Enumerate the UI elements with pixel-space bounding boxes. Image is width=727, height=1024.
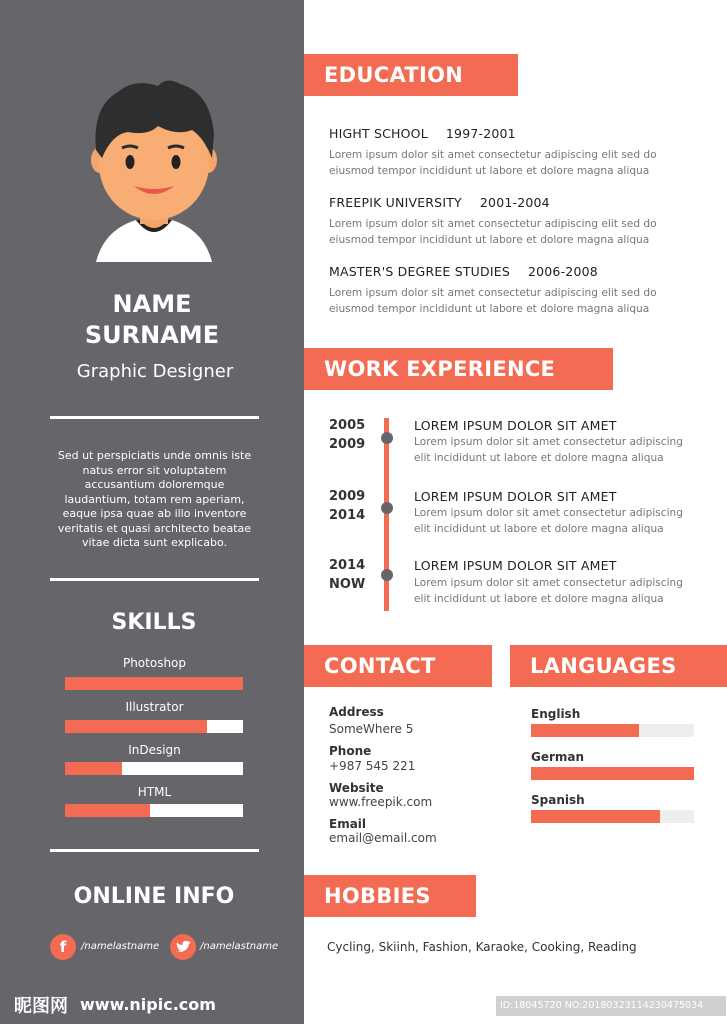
education-years: 1997-2001: [445, 126, 516, 141]
language-name: Spanish: [531, 793, 585, 807]
language-bar: [531, 810, 694, 823]
hobbies-header: HOBBIES: [304, 875, 476, 917]
skill-bar-fill: [65, 804, 150, 817]
work-year-from: 2005: [329, 418, 366, 433]
education-school: MASTER'S DEGREE STUDIES: [329, 264, 510, 279]
name-line-2: SURNAME: [84, 321, 220, 349]
education-desc-line: Lorem ipsum dolor sit amet consectetur adipiscing elit sed do: [329, 149, 657, 161]
divider: [50, 849, 259, 852]
work-experience-header: WORK EXPERIENCE: [304, 348, 613, 390]
avatar: [86, 78, 222, 264]
education-entry-title: [329, 195, 550, 210]
language-name: German: [531, 750, 585, 764]
education-entry-title: [329, 264, 598, 279]
divider: [50, 416, 259, 419]
address-value: SomeWhere 5: [329, 722, 414, 736]
sidebar: [0, 0, 304, 1024]
online-info-title: ONLINE INFO: [73, 884, 235, 909]
email-label: Email: [329, 817, 367, 831]
skill-name: Photoshop: [122, 656, 187, 670]
phone-value: +987 545 221: [329, 759, 416, 773]
watermark-id: ID:18045720 NO:20180323114230475034: [496, 996, 726, 1016]
education-years: 2006-2008: [527, 264, 598, 279]
watermark-logo: 昵图网: [14, 996, 68, 1017]
timeline-dot: [381, 502, 393, 514]
skill-name: HTML: [137, 785, 172, 799]
language-bar-fill: [531, 724, 639, 737]
work-year-to: NOW: [329, 577, 366, 592]
name-line-1: NAME: [112, 290, 192, 318]
skills-title: SKILLS: [111, 610, 197, 635]
website-label: Website: [329, 781, 384, 795]
education-desc-line: eiusmod tempor incididunt ut labore et dolore magna aliqua: [329, 302, 650, 315]
education-header: EDUCATION: [304, 54, 518, 96]
education-desc-line: eiusmod tempor incididunt ut labore et dolore magna aliqua: [329, 164, 650, 177]
language-bar: [531, 767, 694, 780]
skill-name: InDesign: [128, 743, 181, 757]
facebook-icon[interactable]: f: [50, 934, 76, 960]
education-years: 2001-2004: [479, 195, 550, 210]
job-title: LOREM IPSUM DOLOR SIT AMET: [414, 558, 617, 573]
skill-bar: [65, 804, 243, 817]
education-desc: [329, 286, 669, 317]
education-desc-line: Lorem ipsum dolor sit amet consectetur adipiscing elit sed do: [329, 218, 657, 230]
skill-bar: [65, 762, 243, 775]
job-desc: [414, 576, 714, 607]
job-desc-line: Lorem ipsum dolor sit amet consectetur adipiscing: [414, 436, 683, 448]
twitter-icon[interactable]: [170, 934, 196, 960]
work-years: [329, 556, 365, 594]
skill-bar-fill: [65, 720, 207, 733]
job-desc-line: Lorem ipsum dolor sit amet consectetur adipiscing: [414, 507, 683, 519]
about-text: Sed ut perspiciatis unde omnis iste natus error sit voluptatem accusantium doloremque laudantium, totam rem aperiam, eaque ipsa quae ab illo inventore veritatis et quasi architecto beatae vitae dicta sunt explicabo.: [57, 449, 252, 549]
skill-bar: [65, 720, 243, 733]
education-desc-line: eiusmod tempor incididunt ut labore et dolore magna aliqua: [329, 233, 650, 246]
skill-bar-fill: [65, 677, 243, 690]
language-name: English: [531, 707, 581, 721]
work-years: [329, 487, 365, 525]
twitter-handle[interactable]: /namelastname: [200, 941, 279, 952]
divider: [50, 578, 259, 581]
education-desc: [329, 148, 669, 179]
website-link[interactable]: www.freepik.com: [329, 795, 433, 809]
job-desc: [414, 506, 714, 537]
job-title: LOREM IPSUM DOLOR SIT AMET: [414, 489, 617, 504]
work-years: [329, 416, 365, 454]
job-desc-line: elit incididunt ut labore et dolore magna aliqua: [414, 451, 664, 464]
language-bar-fill: [531, 767, 694, 780]
education-school: FREEPIK UNIVERSITY: [329, 195, 462, 210]
hobbies-text: Cycling, Skiinh, Fashion, Karaoke, Cooking, Reading: [327, 940, 637, 954]
education-school: HIGHT SCHOOL: [329, 126, 428, 141]
skill-name: Illustrator: [125, 700, 184, 714]
language-bar-fill: [531, 810, 660, 823]
job-desc-line: elit incididunt ut labore et dolore magna aliqua: [414, 522, 664, 535]
job-desc: [414, 435, 714, 466]
phone-label: Phone: [329, 744, 372, 758]
education-entry-title: [329, 126, 516, 141]
education-desc-line: Lorem ipsum dolor sit amet consectetur adipiscing elit sed do: [329, 287, 657, 299]
skill-bar: [65, 677, 243, 690]
languages-header: LANGUAGES: [510, 645, 727, 687]
work-year-from: 2014: [329, 558, 366, 573]
education-desc: [329, 217, 669, 248]
facebook-handle[interactable]: /namelastname: [81, 941, 160, 952]
email-link[interactable]: email@email.com: [329, 831, 437, 845]
work-year-to: 2014: [329, 508, 366, 523]
job-title: LOREM IPSUM DOLOR SIT AMET: [414, 418, 617, 433]
contact-header: CONTACT: [304, 645, 492, 687]
job-desc-line: elit incididunt ut labore et dolore magna aliqua: [414, 592, 664, 605]
skill-bar-fill: [65, 762, 122, 775]
address-label: Address: [329, 705, 384, 719]
work-year-to: 2009: [329, 437, 366, 452]
job-desc-line: Lorem ipsum dolor sit amet consectetur adipiscing: [414, 577, 683, 589]
role-title: Graphic Designer: [76, 361, 234, 382]
work-year-from: 2009: [329, 489, 366, 504]
timeline-dot: [381, 432, 393, 444]
language-bar: [531, 724, 694, 737]
watermark-site: www.nipic.com: [80, 995, 216, 1014]
timeline-line: [384, 418, 389, 611]
timeline-dot: [381, 569, 393, 581]
